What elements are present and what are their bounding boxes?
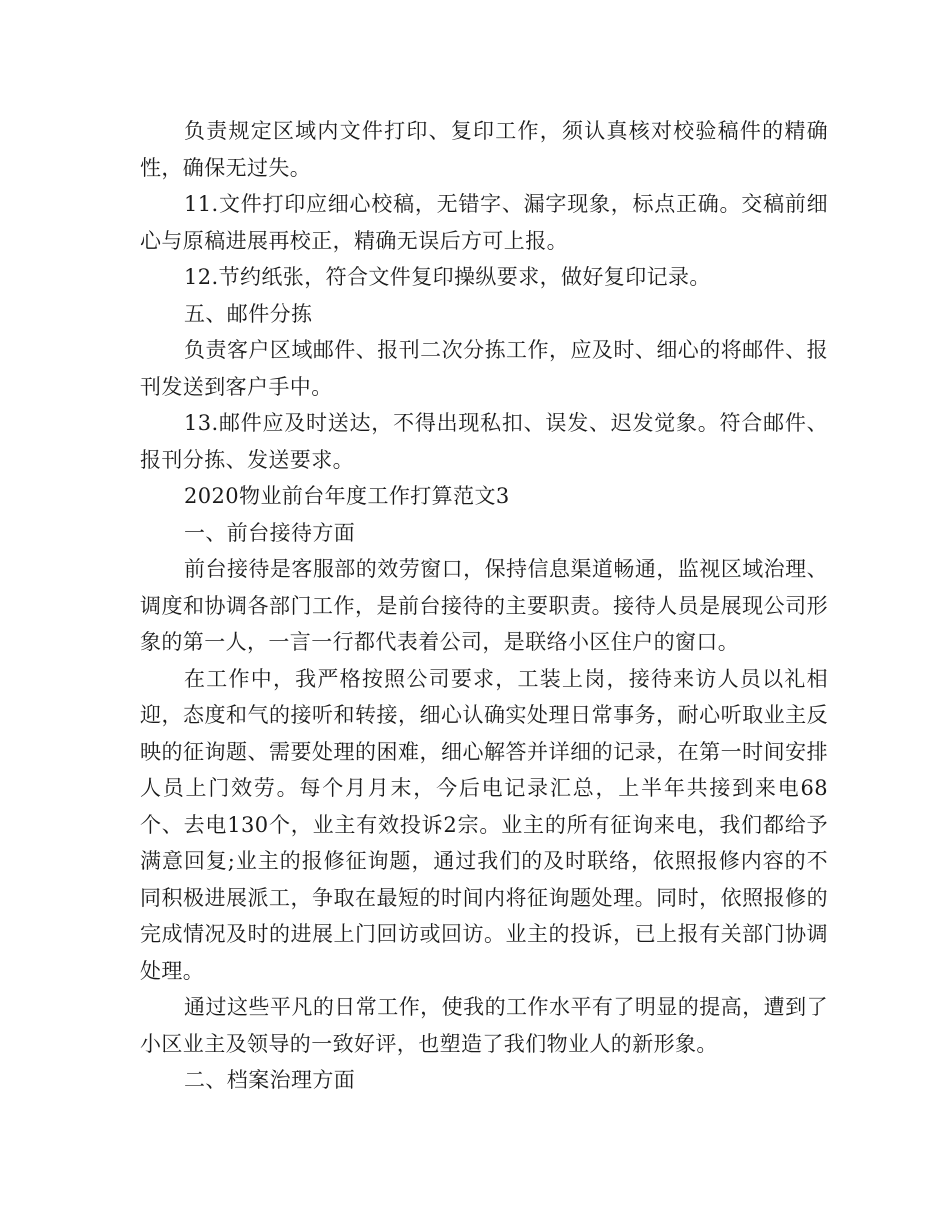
paragraph-mail-duty: 负责客户区域邮件、报刊二次分拣工作，应及时、细心的将邮件、报刊发送到客户手中。 <box>140 338 828 399</box>
paragraph-item-13: 13.邮件应及时送达，不得出现私扣、误发、迟发觉象。符合邮件、报刊分拣、发送要求。 <box>140 411 828 472</box>
paragraph-reception-result: 通过这些平凡的日常工作，使我的工作水平有了明显的提高，遭到了小区业主及领导的一致好评，也塑造了我们物业人的新形象。 <box>140 995 828 1056</box>
section-heading-mail-sorting: 五、邮件分拣 <box>184 301 313 326</box>
section-heading-reception: 一、前台接待方面 <box>184 520 356 545</box>
paragraph-reception-work: 在工作中，我严格按照公司要求，工装上岗，接待来访人员以礼相迎，态度和气的接听和转接，细心认确实处理日常事务，耐心听取业主反映的征询题、需要处理的困难，细心解答并详细的记录，在第一时间安排人员上门效劳。每个月月末，今后电记录汇总，上半年共接到来电68个、去电130个，业主有效投诉2宗。业主的所有征询来电，我们都给予满意回复;业主的报修征询题，通过我们的及时联络，依照报修内容的不同积极进展派工，争取在最短的时间内将征询题处理。同时，依照报修的完成情况及时的进展上门回访或回访。业主的投诉，已上报有关部门协调处理。 <box>140 666 828 983</box>
paragraph-item-12: 12.节约纸张，符合文件复印操纵要求，做好复印记录。 <box>184 265 711 289</box>
document-body <box>140 113 828 1099</box>
paragraph-reception-intro: 前台接待是客服部的效劳窗口，保持信息渠道畅通，监视区域治理、调度和协调各部门工作，是前台接待的主要职责。接待人员是展现公司形象的第一人，一言一行都代表着公司，是联络小区住户的窗口。 <box>140 557 828 654</box>
paragraph-print-duty: 负责规定区域内文件打印、复印工作，须认真核对校验稿件的精确性，确保无过失。 <box>140 119 828 180</box>
document-title-sample-3: 2020物业前台年度工作打算范文3 <box>184 484 510 508</box>
section-heading-archives: 二、档案治理方面 <box>184 1068 356 1092</box>
paragraph-item-11: 11.文件打印应细心校稿，无错字、漏字现象，标点正确。交稿前细心与原稿进展再校正，精确无误后方可上报。 <box>140 192 828 253</box>
